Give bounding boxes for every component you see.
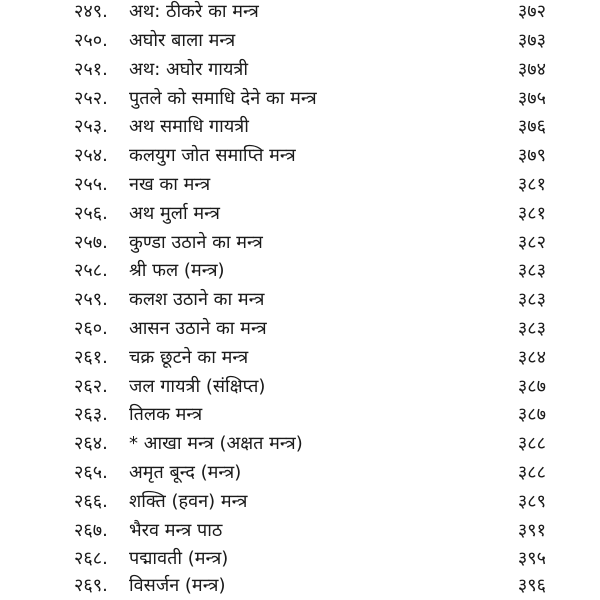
entry-number: २६५.	[74, 462, 108, 483]
toc-entry	[0, 516, 600, 545]
entry-title: शक्ति (हवन) मन्त्र	[129, 491, 248, 512]
entry-page-number: ३८७	[517, 404, 546, 425]
entry-title: भैरव मन्त्र पाठ	[129, 520, 223, 541]
entry-page-number: ३८३	[517, 318, 546, 339]
entry-number: २५४.	[74, 145, 108, 166]
entry-number: २६८.	[74, 548, 108, 569]
entry-number: २५७.	[74, 232, 108, 253]
toc-entry	[0, 112, 600, 141]
entry-page-number: ३८३	[517, 289, 546, 310]
toc-entry	[0, 199, 600, 228]
entry-title: कलयुग जोत समाप्ति मन्त्र	[129, 145, 296, 166]
entry-title: चक्र छूटने का मन्त्र	[129, 347, 249, 368]
entry-page-number: ३७९	[517, 145, 546, 166]
entry-page-number: ३८१	[517, 203, 546, 224]
entry-number: २५१.	[74, 59, 108, 80]
toc-entry	[0, 372, 600, 401]
entry-title: अमृत बून्द (मन्त्र)	[129, 462, 242, 483]
toc-entry	[0, 84, 600, 113]
entry-page-number: ३८४	[517, 347, 546, 368]
entry-title: पद्मावती (मन्त्र)	[129, 548, 229, 569]
toc-entry	[0, 314, 600, 343]
entry-page-number: ३९६	[517, 575, 546, 596]
toc-entry	[0, 55, 600, 84]
toc-entry	[0, 343, 600, 372]
entry-title: अथ: ठीकरे का मन्त्र	[129, 1, 259, 22]
entry-number: २५६.	[74, 203, 108, 224]
entry-title: * आखा मन्त्र (अक्षत मन्त्र)	[129, 433, 303, 454]
entry-number: २५८.	[74, 260, 108, 281]
entry-page-number: ३७५	[517, 88, 546, 109]
entry-page-number: ३७६	[517, 116, 546, 137]
entry-number: २६२.	[74, 376, 108, 397]
entry-page-number: ३८८	[517, 462, 546, 483]
entry-number: २५९.	[74, 289, 108, 310]
toc-entry	[0, 571, 600, 600]
entry-title: श्री फल (मन्त्र)	[129, 260, 225, 281]
entry-title: तिलक मन्त्र	[129, 404, 203, 425]
entry-number: २५५.	[74, 174, 108, 195]
entry-page-number: ३७४	[517, 59, 546, 80]
toc-entry	[0, 400, 600, 429]
entry-title: विसर्जन (मन्त्र)	[129, 575, 226, 596]
entry-page-number: ३८२	[517, 232, 546, 253]
toc-entry	[0, 228, 600, 257]
entry-page-number: ३७२	[517, 1, 546, 22]
entry-number: २५३.	[74, 116, 108, 137]
entry-number: २६७.	[74, 520, 108, 541]
toc-entry	[0, 429, 600, 458]
entry-title: अथ: अघोर गायत्री	[129, 59, 249, 80]
entry-page-number: ३८१	[517, 174, 546, 195]
entry-title: कुण्डा उठाने का मन्त्र	[129, 232, 263, 253]
entry-number: २५०.	[74, 30, 108, 51]
entry-title: अथ समाधि गायत्री	[129, 116, 249, 137]
entry-number: २६४.	[74, 433, 108, 454]
entry-number: २६९.	[74, 575, 108, 596]
entry-page-number: ३८९	[517, 491, 546, 512]
toc-entry	[0, 544, 600, 573]
entry-title: अथ मुर्ला मन्त्र	[129, 203, 220, 224]
toc-entry	[0, 0, 600, 26]
toc-entry	[0, 256, 600, 285]
entry-page-number: ३८८	[517, 433, 546, 454]
entry-page-number: ३९५	[517, 548, 546, 569]
entry-title: पुतले को समाधि देने का मन्त्र	[129, 88, 317, 109]
entry-title: आसन उठाने का मन्त्र	[129, 318, 267, 339]
entry-page-number: ३८३	[517, 260, 546, 281]
entry-number: २४९.	[74, 1, 108, 22]
toc-entry	[0, 458, 600, 487]
entry-number: २६१.	[74, 347, 108, 368]
toc-entry	[0, 487, 600, 516]
entry-page-number: ३७३	[517, 30, 546, 51]
entry-title: जल गायत्री (संक्षिप्त)	[129, 376, 266, 397]
entry-title: कलश उठाने का मन्त्र	[129, 289, 265, 310]
entry-page-number: ३९१	[517, 520, 546, 541]
entry-title: अघोर बाला मन्त्र	[129, 30, 236, 51]
entry-title: नख का मन्त्र	[129, 174, 211, 195]
toc-entry	[0, 285, 600, 314]
entry-number: २५२.	[74, 88, 108, 109]
toc-entry	[0, 26, 600, 55]
entry-number: २६३.	[74, 404, 108, 425]
entry-number: २६६.	[74, 491, 108, 512]
entry-number: २६०.	[74, 318, 108, 339]
toc-entry	[0, 170, 600, 199]
entry-page-number: ३८७	[517, 376, 546, 397]
toc-entry	[0, 141, 600, 170]
